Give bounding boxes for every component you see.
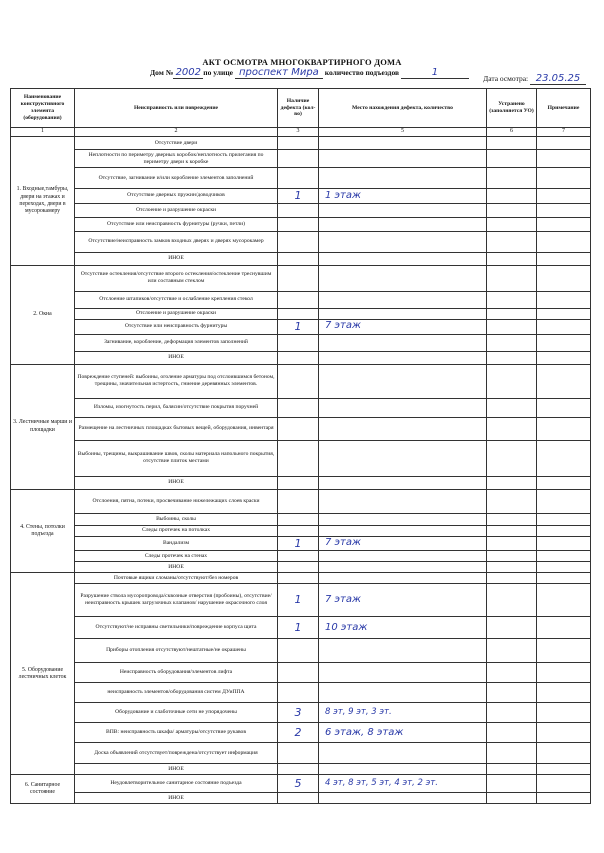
defect-cell: Выбоины, трещины, выкрашивание швов, сколы материала напольного покрытия, отсутствие плиток местами <box>75 440 278 476</box>
defect-cell: Отсутствие или неисправность фурнитуры (ручки, петли) <box>75 217 278 231</box>
defect-count-cell[interactable]: 3 <box>278 703 319 723</box>
defect-location-cell[interactable] <box>319 334 487 351</box>
fixed-cell[interactable] <box>487 703 537 723</box>
defect-location-cell[interactable] <box>319 489 487 513</box>
note-cell[interactable] <box>537 573 591 584</box>
fixed-cell[interactable] <box>487 525 537 536</box>
defect-cell: Почтовые ящики сломаны/отсутствуют/без номеров <box>75 573 278 584</box>
note-cell[interactable] <box>537 364 591 398</box>
defect-count-cell[interactable] <box>278 334 319 351</box>
note-cell[interactable] <box>537 639 591 663</box>
entrances-label: количество подъездов <box>324 68 400 77</box>
defect-count-cell[interactable] <box>278 137 319 150</box>
fixed-cell[interactable] <box>487 137 537 150</box>
street-field[interactable]: проспект Мира <box>235 67 323 79</box>
note-cell[interactable] <box>537 584 591 617</box>
column-header: Место нахождения дефекта, количество <box>319 89 487 128</box>
note-cell[interactable] <box>537 334 591 351</box>
fixed-cell[interactable] <box>487 291 537 308</box>
defect-location-cell[interactable] <box>319 265 487 291</box>
fixed-cell[interactable] <box>487 617 537 639</box>
note-cell[interactable] <box>537 723 591 743</box>
column-number: 6 <box>487 128 537 137</box>
defect-location-cell[interactable] <box>319 743 487 764</box>
defect-cell: Следы протечек на стенах <box>75 551 278 562</box>
defect-cell: Отсутствие двери <box>75 137 278 150</box>
defect-location-cell[interactable] <box>319 417 487 440</box>
column-number: 5 <box>319 128 487 137</box>
table-row <box>11 203 591 217</box>
table-row <box>11 525 591 536</box>
defect-location-cell[interactable] <box>319 562 487 573</box>
defect-count-cell[interactable] <box>278 203 319 217</box>
table-row <box>11 440 591 476</box>
defect-count-cell[interactable]: 1 <box>278 584 319 617</box>
fixed-cell[interactable] <box>487 551 537 562</box>
defect-location-cell[interactable] <box>319 217 487 231</box>
defect-count-cell[interactable] <box>278 525 319 536</box>
note-cell[interactable] <box>537 764 591 775</box>
fixed-cell[interactable] <box>487 308 537 319</box>
note-cell[interactable] <box>537 203 591 217</box>
fixed-cell[interactable] <box>487 351 537 364</box>
defect-location-cell[interactable] <box>319 513 487 525</box>
defect-location-cell[interactable] <box>319 231 487 252</box>
note-cell[interactable] <box>537 319 591 334</box>
note-cell[interactable] <box>537 793 591 804</box>
note-cell[interactable] <box>537 703 591 723</box>
column-number: 7 <box>537 128 591 137</box>
defect-count-cell[interactable]: 1 <box>278 617 319 639</box>
table-row <box>11 351 591 364</box>
defect-count-cell[interactable] <box>278 764 319 775</box>
defect-cell: Отсутствие или неисправность фурнитуры <box>75 319 278 334</box>
defect-count-cell[interactable] <box>278 743 319 764</box>
defect-cell: Повреждение ступеней: выбоины, оголение арматуры под отслоившимся бетоном, трещины, значительная истертость, гниение деревянных элементов. <box>75 364 278 398</box>
table-header-row <box>11 89 591 128</box>
fixed-cell[interactable] <box>487 252 537 265</box>
street-label: по улице <box>203 68 233 77</box>
column-header: Наименование конструктивного элемента (оборудования) <box>11 89 75 128</box>
defect-location-cell[interactable] <box>319 683 487 703</box>
table-row <box>11 265 591 291</box>
defect-count-cell[interactable] <box>278 551 319 562</box>
defect-cell: Отслоение и разрушение окраски <box>75 308 278 319</box>
defect-location-cell[interactable] <box>319 476 487 489</box>
defect-cell: ВПВ: неисправность шкафа/ арматуры/отсутствие рукавов <box>75 723 278 743</box>
defect-count-cell[interactable] <box>278 364 319 398</box>
defect-cell: Отслоения, пятна, потеки, просвечивание нижележащих слоев краски <box>75 489 278 513</box>
note-cell[interactable] <box>537 525 591 536</box>
note-cell[interactable] <box>537 308 591 319</box>
note-cell[interactable] <box>537 551 591 562</box>
table-row <box>11 217 591 231</box>
defect-count-cell[interactable] <box>278 231 319 252</box>
defect-count-cell[interactable] <box>278 217 319 231</box>
element-name-cell: 6. Санитарное состояние <box>11 775 75 804</box>
house-info-line <box>150 67 469 79</box>
note-cell[interactable] <box>537 562 591 573</box>
note-cell[interactable] <box>537 252 591 265</box>
table-row <box>11 573 591 584</box>
defect-cell: Отсутствие/неисправность замков входных дверях и дверях мусорокамер <box>75 231 278 252</box>
table-row <box>11 764 591 775</box>
table-row <box>11 137 591 150</box>
table-row <box>11 584 591 617</box>
note-cell[interactable] <box>537 217 591 231</box>
defect-cell: ИНОЕ <box>75 252 278 265</box>
table-row <box>11 291 591 308</box>
note-cell[interactable] <box>537 536 591 551</box>
date-label: Дата осмотра: <box>483 74 529 83</box>
defect-cell: ИНОЕ <box>75 476 278 489</box>
table-row <box>11 364 591 398</box>
table-row <box>11 319 591 334</box>
table-row <box>11 743 591 764</box>
defect-location-cell[interactable] <box>319 663 487 683</box>
fixed-cell[interactable] <box>487 203 537 217</box>
table-row <box>11 150 591 168</box>
fixed-cell[interactable] <box>487 573 537 584</box>
defect-cell: Приборы отопления отсутствуют/нештатные/не окрашены <box>75 639 278 663</box>
fixed-cell[interactable] <box>487 663 537 683</box>
defect-location-cell[interactable] <box>319 525 487 536</box>
defect-count-cell[interactable] <box>278 440 319 476</box>
note-cell[interactable] <box>537 683 591 703</box>
note-cell[interactable] <box>537 743 591 764</box>
column-header: Наличие дефекта (кол-во) <box>278 89 319 128</box>
defect-count-cell[interactable] <box>278 252 319 265</box>
table-row <box>11 231 591 252</box>
fixed-cell[interactable] <box>487 334 537 351</box>
table-row <box>11 489 591 513</box>
defect-cell: Разрушение ствола мусоропровода/сквозные отверстия (пробоины), отсутствие/неисправность крышек загрузочных клапанов/ нарушение окрасочного слоя <box>75 584 278 617</box>
fixed-cell[interactable] <box>487 364 537 398</box>
element-name-cell: 2. Окна <box>11 265 75 364</box>
defect-location-cell[interactable]: 6 этаж, 8 этаж <box>319 723 487 743</box>
table-row <box>11 723 591 743</box>
defect-location-cell[interactable]: 7 этаж <box>319 536 487 551</box>
defect-cell: Неисправность оборудования/элементов лифта <box>75 663 278 683</box>
defect-location-cell[interactable]: 7 этаж <box>319 319 487 334</box>
defect-count-cell[interactable] <box>278 513 319 525</box>
table-row <box>11 793 591 804</box>
defect-count-cell[interactable] <box>278 417 319 440</box>
defect-count-cell[interactable] <box>278 639 319 663</box>
column-header: Устранено (заполняется УО) <box>487 89 537 128</box>
fixed-cell[interactable] <box>487 476 537 489</box>
table-row <box>11 476 591 489</box>
defect-location-cell[interactable] <box>319 252 487 265</box>
fixed-cell[interactable] <box>487 513 537 525</box>
table-body <box>11 137 591 804</box>
defect-cell: неисправность элементов/оборудования систем ДУиППА <box>75 683 278 703</box>
defect-cell: ИНОЕ <box>75 793 278 804</box>
defect-count-cell[interactable] <box>278 573 319 584</box>
defect-cell: Отсутствие, загнивание и/или коробление элементов заполнений <box>75 168 278 189</box>
column-header: Неисправность или повреждение <box>75 89 278 128</box>
defect-location-cell[interactable] <box>319 291 487 308</box>
element-name-cell: 3. Лестничные марши и площадки <box>11 364 75 489</box>
fixed-cell[interactable] <box>487 231 537 252</box>
table-row <box>11 663 591 683</box>
table-row <box>11 189 591 204</box>
defect-cell: Неудовлетворительное санитарное состояние подъезда <box>75 775 278 793</box>
fixed-cell[interactable] <box>487 639 537 663</box>
defect-location-cell[interactable] <box>319 203 487 217</box>
defect-cell: Отслоение штапиков/отсутствие и ослабление крепления стекол <box>75 291 278 308</box>
fixed-cell[interactable] <box>487 319 537 334</box>
note-cell[interactable] <box>537 291 591 308</box>
note-cell[interactable] <box>537 351 591 364</box>
entrances-field[interactable]: 1 <box>401 67 469 79</box>
defect-cell: Неплотности по периметру дверных коробок/неплотность прилегания по периметру двери к коробке <box>75 150 278 168</box>
defect-count-cell[interactable] <box>278 265 319 291</box>
defect-count-cell[interactable] <box>278 793 319 804</box>
fixed-cell[interactable] <box>487 265 537 291</box>
defect-count-cell[interactable]: 1 <box>278 189 319 204</box>
defect-cell: Отсутствуют/не исправны светильники/повреждение корпуса щита <box>75 617 278 639</box>
defect-count-cell[interactable]: 5 <box>278 775 319 793</box>
table-row <box>11 551 591 562</box>
defect-count-cell[interactable] <box>278 398 319 417</box>
defect-count-cell[interactable] <box>278 683 319 703</box>
note-cell[interactable] <box>537 168 591 189</box>
defect-count-cell[interactable] <box>278 308 319 319</box>
defect-count-cell[interactable] <box>278 489 319 513</box>
column-number: 2 <box>75 128 278 137</box>
note-cell[interactable] <box>537 398 591 417</box>
table-row <box>11 398 591 417</box>
defect-count-cell[interactable]: 1 <box>278 319 319 334</box>
element-name-cell: 1. Входные,тамбуры, двери на этажах и переходах, двери в мусорокамеру <box>11 137 75 266</box>
note-cell[interactable] <box>537 265 591 291</box>
defect-location-cell[interactable] <box>319 308 487 319</box>
table-row <box>11 703 591 723</box>
note-cell[interactable] <box>537 189 591 204</box>
table-row <box>11 308 591 319</box>
fixed-cell[interactable] <box>487 584 537 617</box>
defect-location-cell[interactable]: 1 этаж <box>319 189 487 204</box>
defect-location-cell[interactable]: 8 эт, 9 эт, 3 эт. <box>319 703 487 723</box>
defect-count-cell[interactable]: 1 <box>278 536 319 551</box>
defect-location-cell[interactable]: 7 этаж <box>319 584 487 617</box>
defect-cell: Размещение на лестничных площадках бытовых вещей, оборудования, инвентаря <box>75 417 278 440</box>
column-number: 1 <box>11 128 75 137</box>
table-row <box>11 536 591 551</box>
table-row <box>11 334 591 351</box>
defect-count-cell[interactable] <box>278 663 319 683</box>
defect-count-cell[interactable] <box>278 291 319 308</box>
note-cell[interactable] <box>537 489 591 513</box>
fixed-cell[interactable] <box>487 793 537 804</box>
defect-location-cell[interactable] <box>319 764 487 775</box>
defect-cell: Отслоение и разрушение окраски <box>75 203 278 217</box>
defect-location-cell[interactable] <box>319 351 487 364</box>
fixed-cell[interactable] <box>487 764 537 775</box>
table-row <box>11 417 591 440</box>
defect-cell: Изломы, изогнутость перил, балясин/отсутствие покрытия поручней <box>75 398 278 417</box>
defect-cell: ИНОЕ <box>75 764 278 775</box>
house-number-field[interactable]: 2002 <box>173 67 203 79</box>
defect-location-cell[interactable] <box>319 150 487 168</box>
table-row <box>11 617 591 639</box>
note-cell[interactable] <box>537 617 591 639</box>
defect-cell: Вандализм <box>75 536 278 551</box>
fixed-cell[interactable] <box>487 217 537 231</box>
column-number-row <box>11 128 591 137</box>
defect-cell: Доска объявлений отсутствует/повреждена/отсутствует информация <box>75 743 278 764</box>
defect-location-cell[interactable] <box>319 168 487 189</box>
table-row <box>11 252 591 265</box>
defect-cell: Отсутствие дверных пружин/доводчиков <box>75 189 278 204</box>
fixed-cell[interactable] <box>487 489 537 513</box>
defect-cell: ИНОЕ <box>75 351 278 364</box>
note-cell[interactable] <box>537 775 591 793</box>
fixed-cell[interactable] <box>487 189 537 204</box>
defect-location-cell[interactable]: 10 этаж <box>319 617 487 639</box>
table-row <box>11 775 591 793</box>
note-cell[interactable] <box>537 663 591 683</box>
note-cell[interactable] <box>537 137 591 150</box>
fixed-cell[interactable] <box>487 417 537 440</box>
defect-location-cell[interactable] <box>319 573 487 584</box>
element-name-cell: 4. Стены, потолки подъезда <box>11 489 75 573</box>
defect-location-cell[interactable] <box>319 639 487 663</box>
defect-cell: ИНОЕ <box>75 562 278 573</box>
document-title: АКТ ОСМОТРА МНОГОКВАРТИРНОГО ДОМА <box>202 57 402 67</box>
inspection-table <box>10 88 591 804</box>
note-cell[interactable] <box>537 476 591 489</box>
fixed-cell[interactable] <box>487 398 537 417</box>
defect-location-cell[interactable] <box>319 137 487 150</box>
defect-location-cell[interactable] <box>319 793 487 804</box>
defect-cell: Загнивание, коробление, деформация элементов заполнений <box>75 334 278 351</box>
fixed-cell[interactable] <box>487 150 537 168</box>
defect-location-cell[interactable] <box>319 398 487 417</box>
table-row <box>11 168 591 189</box>
column-header: Примечание <box>537 89 591 128</box>
defect-location-cell[interactable] <box>319 364 487 398</box>
defect-count-cell[interactable]: 2 <box>278 723 319 743</box>
defect-cell: Следы протечек на потолках <box>75 525 278 536</box>
table-row <box>11 513 591 525</box>
note-cell[interactable] <box>537 440 591 476</box>
fixed-cell[interactable] <box>487 743 537 764</box>
note-cell[interactable] <box>537 150 591 168</box>
defect-count-cell[interactable] <box>278 351 319 364</box>
house-label: Дом № <box>150 68 174 77</box>
note-cell[interactable] <box>537 417 591 440</box>
defect-location-cell[interactable] <box>319 440 487 476</box>
fixed-cell[interactable] <box>487 168 537 189</box>
defect-count-cell[interactable] <box>278 150 319 168</box>
column-number: 3 <box>278 128 319 137</box>
defect-count-cell[interactable] <box>278 476 319 489</box>
element-name-cell: 5. Оборудование лестничных клеток <box>11 573 75 775</box>
defect-cell: Выбоины, сколы <box>75 513 278 525</box>
defect-count-cell[interactable] <box>278 562 319 573</box>
defect-cell: Оборудование и слаботочные сети не упорядочены <box>75 703 278 723</box>
table-row <box>11 562 591 573</box>
fixed-cell[interactable] <box>487 536 537 551</box>
fixed-cell[interactable] <box>487 440 537 476</box>
table-row <box>11 683 591 703</box>
date-field[interactable]: 23.05.25 <box>530 73 586 85</box>
defect-location-cell[interactable]: 4 эт, 8 эт, 5 эт, 4 эт, 2 эт. <box>319 775 487 793</box>
defect-location-cell[interactable] <box>319 551 487 562</box>
table-row <box>11 639 591 663</box>
fixed-cell[interactable] <box>487 683 537 703</box>
inspection-date <box>483 73 586 85</box>
note-cell[interactable] <box>537 513 591 525</box>
defect-count-cell[interactable] <box>278 168 319 189</box>
fixed-cell[interactable] <box>487 562 537 573</box>
fixed-cell[interactable] <box>487 723 537 743</box>
defect-cell: Отсутствие остекления/отсутствие второго остекления/остекление треснувшим или составным стеклом <box>75 265 278 291</box>
note-cell[interactable] <box>537 231 591 252</box>
fixed-cell[interactable] <box>487 775 537 793</box>
